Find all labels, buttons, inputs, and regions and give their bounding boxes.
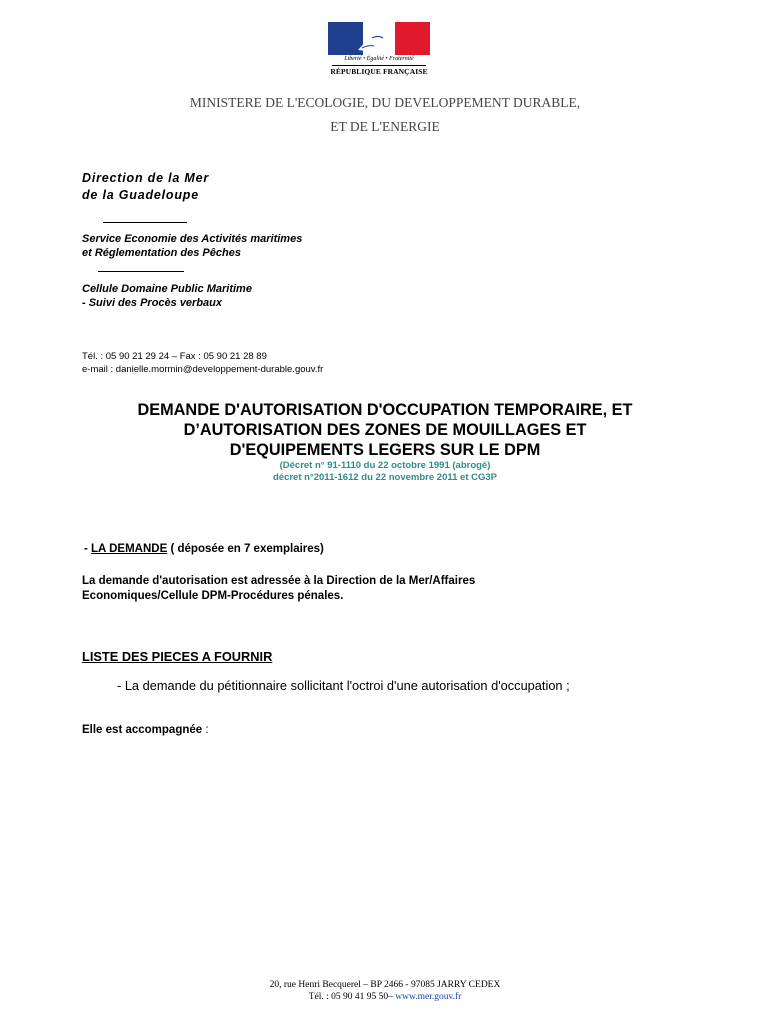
ministry-line-2: ET DE L'ENERGIE — [330, 119, 440, 134]
paragraph-line-2: Economiques/Cellule DPM-Procédures pénales. — [82, 590, 344, 602]
contact-phone: Tél. : 05 90 21 29 24 – Fax : 05 90 21 28 89 — [82, 351, 267, 362]
liste-heading: LISTE DES PIECES A FOURNIR — [82, 649, 273, 664]
contact-email: e-mail : danielle.mormin@developpement-durable.gouv.fr — [82, 364, 324, 375]
demande-heading: LA DEMANDE — [91, 543, 168, 555]
title-line-1: DEMANDE D'AUTORISATION D'OCCUPATION TEMPORAIRE, ET — [137, 401, 633, 419]
footer-website-link[interactable]: www.mer.gouv.fr — [395, 992, 462, 1002]
footer-tel: Tél. : 05 90 41 95 50– — [308, 992, 396, 1002]
service-line-2: et Réglementation des Pêches — [82, 247, 241, 259]
direction-line-2: de la Guadeloupe — [82, 188, 199, 202]
marianne-profile-icon — [350, 24, 406, 54]
paragraph-line-1: La demande d'autorisation est adressée à la Direction de la Mer/Affaires — [82, 575, 476, 587]
cellule-line-2: - Suivi des Procès verbaux — [82, 297, 223, 309]
demande-heading-row — [84, 543, 324, 555]
tricolor-flag-icon — [328, 22, 430, 55]
ministry-line-1: MINISTERE DE L'ECOLOGIE, DU DEVELOPPEMENT DURABLE, — [189, 95, 581, 110]
separator-2 — [98, 271, 184, 272]
republic-logo — [326, 22, 432, 82]
title-line-3: D'EQUIPEMENTS LEGERS SUR LE DPM — [229, 441, 541, 459]
logo-motto: Liberté • Égalité • Fraternité — [344, 56, 414, 62]
demande-prefix: - — [84, 543, 92, 555]
cellule-line-1: Cellule Domaine Public Maritime — [82, 283, 252, 295]
liste-item-1: - La demande du pétitionnaire sollicitant l'octroi d'une autorisation d'occupation ; — [117, 678, 570, 693]
direction-line-1: Direction de la Mer — [82, 171, 210, 185]
decree-line-1: (Décret n° 91-1110 du 22 octobre 1991 (abrogé) — [279, 460, 491, 471]
accompagnee-bold: Elle est accompagnée — [82, 724, 203, 736]
service-line-1: Service Economie des Activités maritimes — [82, 233, 303, 245]
logo-divider — [332, 65, 426, 66]
demande-note: ( déposée en 7 exemplaires) — [167, 543, 324, 555]
accompagnee-line — [82, 724, 209, 736]
separator-1 — [103, 222, 187, 223]
logo-republic-text: RÉPUBLIQUE FRANÇAISE — [330, 67, 428, 76]
decree-line-2: décret n°2011-1612 du 22 novembre 2011 et CG3P — [272, 472, 497, 483]
title-line-2: D’AUTORISATION DES ZONES DE MOUILLAGES ET — [183, 421, 587, 439]
footer-address: 20, rue Henri Becquerel – BP 2466 - 97085 JARRY CEDEX — [269, 980, 501, 990]
footer-contact-line — [0, 991, 770, 1003]
accompagnee-rest: : — [202, 724, 209, 736]
